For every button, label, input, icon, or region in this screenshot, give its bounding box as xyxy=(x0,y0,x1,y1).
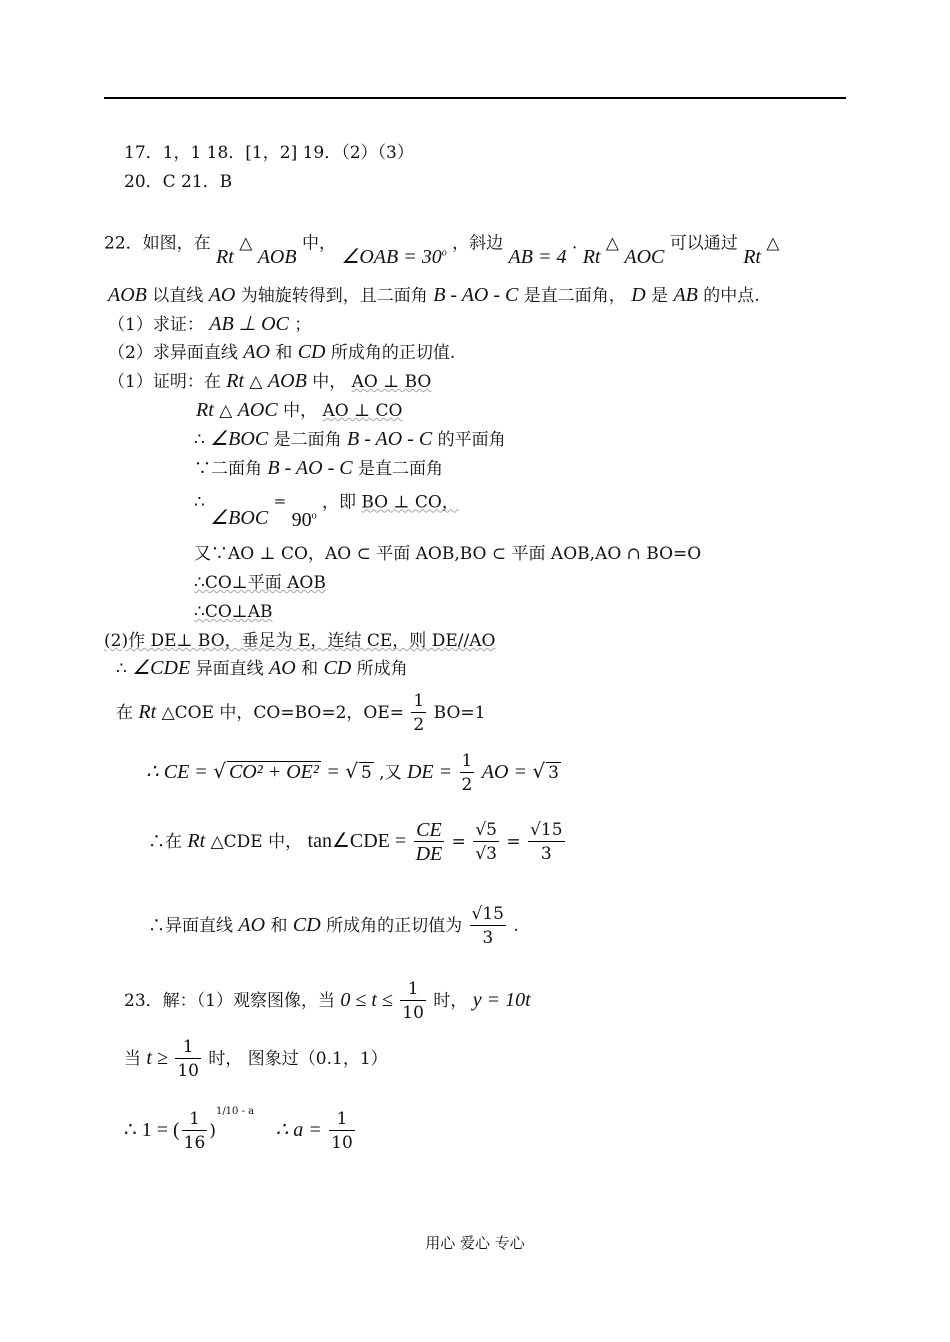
text: 是直二面角， xyxy=(523,286,626,306)
triangle-icon: △ xyxy=(239,233,253,254)
text: BO=1 xyxy=(433,703,486,723)
sqrt-icon: √ xyxy=(532,759,546,783)
text: △COE 中，CO=BO=2，OE= xyxy=(161,703,405,723)
text: . xyxy=(513,916,519,936)
fraction-half: $\frac{1}{2}$ xyxy=(461,751,473,795)
math-ao: AO xyxy=(243,341,270,363)
math-rt: Rt xyxy=(216,245,234,268)
text: ∵二面角 xyxy=(194,459,262,479)
text: 在 xyxy=(116,703,133,723)
text: ，斜边 xyxy=(452,233,504,254)
answers-line-2: 20．C 21．B xyxy=(124,172,233,192)
math-y-10t: y = 10t xyxy=(472,989,531,1011)
page-footer: 用心 爱心 专心 xyxy=(425,1234,525,1252)
math-ab4: AB = 4 xyxy=(508,245,567,268)
q22-proof4 xyxy=(194,457,443,480)
q23-line2 xyxy=(124,1030,388,1087)
header-rule xyxy=(104,97,846,99)
q22-proof5 xyxy=(194,487,459,531)
q22-also: 又∵AO ⊥ CO，AO ⊂ 平面 AOB,BO ⊂ 平面 AOB,AO ∩ BO=O xyxy=(194,544,702,564)
math-angle-cde: ∠CDE xyxy=(132,657,191,679)
text: ∴异面直线 xyxy=(148,916,233,936)
fraction-1-16: $\frac{1}{16}$ xyxy=(183,1109,206,1153)
math-b-ao-c: B - AO - C xyxy=(346,428,433,450)
math-rt: Rt xyxy=(196,399,214,421)
fraction-1-10: $\frac{1}{10}$ xyxy=(331,1109,353,1153)
math-radicand: CO² + OE² xyxy=(228,761,319,783)
text: 当 xyxy=(124,1049,141,1069)
text: 中， xyxy=(283,401,318,421)
math-angle-boc: ∠BOC xyxy=(210,428,269,450)
text: ∴ xyxy=(194,430,205,450)
text: 中， xyxy=(302,233,337,254)
q22-co-perp-ab: ∴CO⊥AB xyxy=(194,602,273,622)
q22-part2-angle xyxy=(116,657,408,680)
q23-line1 xyxy=(124,972,531,1029)
text: △CDE 中， xyxy=(210,832,303,852)
math-therefore: ∴ 1 = ( xyxy=(124,1119,180,1141)
math-cd: CD xyxy=(297,341,326,363)
fraction-sqrt15-3: $\frac{√15}{3}$ xyxy=(530,820,563,864)
sqrt-icon: √ xyxy=(213,759,226,783)
math-t-geq: t ≥ xyxy=(146,1047,168,1069)
q22-proof3 xyxy=(194,428,506,451)
math-ab-perp-oc: AB ⊥ OC xyxy=(209,313,289,335)
text: 为轴旋转得到，且二面角 xyxy=(240,286,428,306)
math-de: DE = xyxy=(406,761,453,783)
q22-line2 xyxy=(108,284,760,307)
text: AO ⊥ BO xyxy=(351,372,432,392)
math-aob: AOB xyxy=(257,245,297,268)
triangle-icon: △ xyxy=(605,233,619,254)
text: ) xyxy=(209,1121,216,1141)
math-b-ao-c: B - AO - C xyxy=(267,457,353,479)
text: ∴ xyxy=(116,659,127,679)
math-ao: AO xyxy=(208,284,236,306)
math-rt: Rt xyxy=(743,245,761,268)
text: ； xyxy=(294,315,312,335)
fraction-1-10: $\frac{1}{10}$ xyxy=(177,1037,199,1081)
text: ,又 xyxy=(379,763,402,783)
text: 和 xyxy=(301,659,319,679)
q22-co-perp-plane: ∴CO⊥平面 AOB xyxy=(194,573,326,593)
q22-part1 xyxy=(108,313,311,336)
text: 中， xyxy=(312,372,347,392)
text: （1）证明：在 xyxy=(108,372,221,392)
q22-tan: ∴在 Rt △CDE 中， tan∠CDE = $\frac{CE}{DE}$ = $\frac{√5}{√3}$ = $\frac{√15}{3}$ xyxy=(148,819,563,865)
math-angle-boc: ∠BOC xyxy=(210,506,269,529)
math-ce: ∴ CE = xyxy=(146,761,208,783)
text: 的平面角 xyxy=(437,430,506,450)
math-rt: Rt xyxy=(582,245,601,268)
text: BO ⊥ CO， xyxy=(361,492,459,513)
text: 23．解：（1）观察图像，当 xyxy=(124,991,335,1011)
q22-final xyxy=(148,897,519,954)
math-ao: AO xyxy=(268,657,296,679)
text: ，即 xyxy=(321,492,356,513)
fraction-1-10: $\frac{1}{10}$ xyxy=(402,979,424,1023)
math-tan: tan∠CDE = xyxy=(307,830,407,852)
math-b-ao-c: B - AO - C xyxy=(433,284,519,306)
math-ao: AO xyxy=(238,914,266,936)
triangle-icon: △ xyxy=(249,372,263,392)
fraction-ce-de: $\frac{CE}{DE}$ xyxy=(415,819,443,865)
math-aoc: AOC xyxy=(624,245,665,268)
math-condition: 0 ≤ t ≤ xyxy=(340,989,393,1011)
q22-intro xyxy=(104,228,780,268)
math-cd: CD xyxy=(292,914,321,936)
fraction-sqrt15-3: $\frac{√15}{3}$ xyxy=(471,904,504,948)
math-angle-oab: ∠OAB = $30^o$ xyxy=(341,245,447,268)
math-d: D xyxy=(631,284,646,306)
math-rt: Rt xyxy=(138,701,157,723)
q22-part2 xyxy=(108,341,455,364)
text: 和 xyxy=(275,343,293,363)
triangle-icon: △ xyxy=(766,233,780,254)
text: 以直线 xyxy=(152,286,204,306)
math-exponent: 1/10 - a xyxy=(215,1106,255,1117)
text: AO ⊥ CO xyxy=(322,401,403,421)
fraction-half: $\frac{1}{2}$ xyxy=(413,691,425,735)
sqrt-icon: √ xyxy=(345,759,358,783)
text: 是直二面角 xyxy=(358,459,443,479)
math-rt: Rt xyxy=(187,830,206,852)
math-a: ∴ a = xyxy=(275,1119,322,1141)
math-cd: CD xyxy=(323,657,352,679)
answers-line-1: 17．1，1 18．[1，2] 19．（2）（3） xyxy=(124,143,414,163)
q23-line3 xyxy=(124,1102,357,1162)
fraction-sqrt5-sqrt3: $\frac{√5}{√3}$ xyxy=(475,820,497,864)
triangle-icon: △ xyxy=(219,401,233,421)
q22-proof1 xyxy=(108,370,431,393)
text: 是 xyxy=(651,286,669,306)
text: （2）求异面直线 xyxy=(108,343,238,363)
math-ab: AB xyxy=(673,284,698,306)
math-aob: AOB xyxy=(267,370,307,392)
text: 所成角 xyxy=(356,659,408,679)
math-90: 90$^o$ xyxy=(291,508,317,531)
text: 所成角的正切值. xyxy=(330,343,456,363)
text: 时， 图象过（0.1，1） xyxy=(208,1049,388,1069)
text: . xyxy=(571,233,578,254)
q22-part2-make: (2)作 DE⊥ BO，垂足为 E，连结 CE，则 DE//AO xyxy=(104,631,496,651)
text: 是二面角 xyxy=(273,430,342,450)
q22-in-rt xyxy=(116,688,485,737)
text: 时， xyxy=(433,991,468,1011)
math-five: 5 xyxy=(360,763,372,783)
math-aoc: AOC xyxy=(237,399,278,421)
text: 异面直线 xyxy=(195,659,264,679)
text: ∴在 xyxy=(148,832,182,852)
text: = xyxy=(326,761,340,783)
math-rt: Rt xyxy=(226,370,245,392)
math-ao: AO = xyxy=(481,761,527,783)
text: 22．如图，在 xyxy=(104,233,211,254)
text: = xyxy=(273,491,287,510)
text: ∴ xyxy=(194,492,205,513)
text: 的中点. xyxy=(703,286,760,306)
text: 和 xyxy=(270,916,288,936)
text: （1）求证： xyxy=(108,315,204,335)
q22-proof2 xyxy=(196,399,402,422)
text: 可以通过 xyxy=(669,233,738,254)
math-aob: AOB xyxy=(108,284,147,306)
q22-ce xyxy=(146,745,561,799)
math-three: 3 xyxy=(548,763,559,783)
text: 所成角的正切值为 xyxy=(326,916,463,936)
